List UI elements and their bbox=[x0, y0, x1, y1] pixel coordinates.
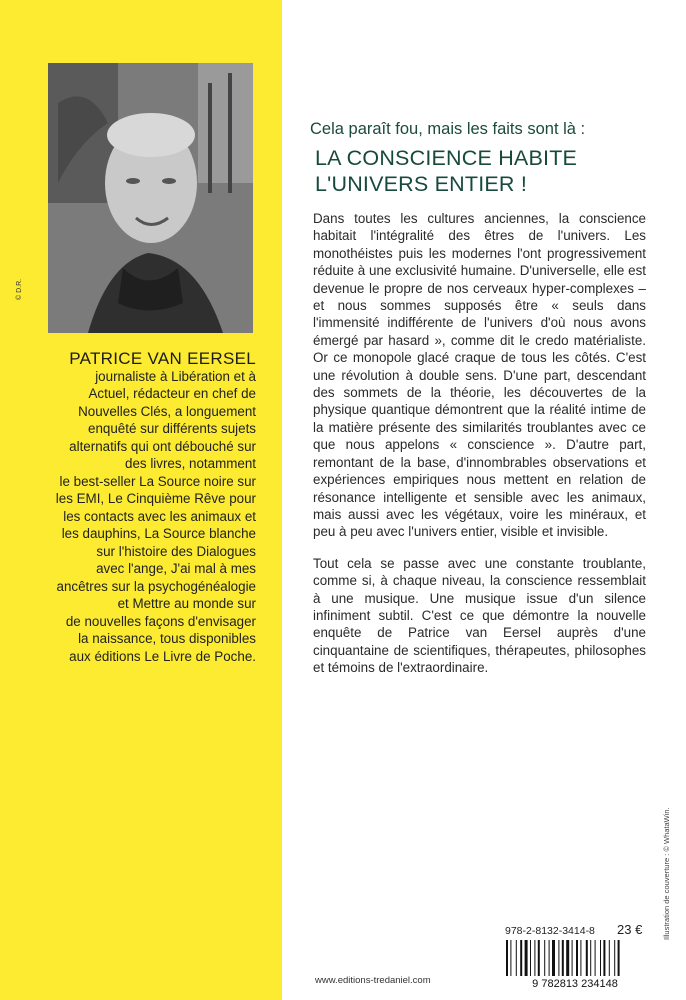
author-bio bbox=[18, 350, 256, 665]
barcode-bar bbox=[520, 940, 522, 976]
bio-line: sur l'histoire des Dialogues bbox=[96, 543, 256, 559]
barcode-bar bbox=[510, 940, 511, 976]
barcode-bar bbox=[600, 940, 601, 976]
barcode-bar bbox=[552, 940, 555, 976]
title-line-2: L'UNIVERS ENTIER ! bbox=[315, 172, 527, 196]
author-name: PATRICE VAN EERSEL bbox=[69, 349, 256, 368]
barcode-bar bbox=[506, 940, 508, 976]
bio-line: Nouvelles Clés, a longuement bbox=[78, 403, 256, 419]
bio-line: la naissance, tous disponibles bbox=[78, 631, 256, 646]
barcode-bar bbox=[580, 940, 581, 976]
barcode-bar bbox=[538, 940, 540, 976]
barcode-bar bbox=[572, 940, 573, 976]
barcode-bar bbox=[595, 940, 596, 976]
bio-line: alternatifs qui ont débouché sur bbox=[69, 438, 256, 454]
barcode-bar bbox=[576, 940, 578, 976]
bio-line: des livres, notamment bbox=[125, 456, 256, 471]
barcode-bar bbox=[544, 940, 545, 976]
barcode-bar bbox=[586, 940, 588, 976]
barcode-bar bbox=[534, 940, 535, 976]
tagline: Cela paraît fou, mais les faits sont là : bbox=[310, 120, 586, 138]
barcode-digits: 9 782813 234148 bbox=[532, 978, 618, 988]
barcode-bar bbox=[516, 940, 517, 976]
barcode-bar bbox=[530, 940, 531, 976]
barcode-bar bbox=[614, 940, 615, 976]
blurb bbox=[313, 210, 646, 691]
bio-line: Actuel, rédacteur en chef de bbox=[88, 386, 256, 401]
bio-line: avec l'ange, J'ai mal à mes bbox=[96, 561, 256, 576]
book-title bbox=[315, 145, 645, 197]
barcode-bar bbox=[618, 940, 620, 976]
price: 23 € bbox=[617, 922, 643, 937]
bio-line: les EMI, Le Cinquième Rêve pour bbox=[55, 491, 256, 506]
bio-line: le best-seller La Source noire sur bbox=[59, 473, 256, 489]
bio-line: journaliste à Libération et à bbox=[95, 368, 256, 384]
bio-line: enquêté sur différents sujets bbox=[88, 421, 256, 436]
isbn: 978-2-8132-3414-8 bbox=[505, 925, 595, 937]
publisher-website: www.editions-tredaniel.com bbox=[315, 975, 431, 986]
bio-line: ancêtres sur la psychogénéalogie bbox=[56, 578, 256, 594]
blurb-paragraph-1: Dans toutes les cultures anciennes, la conscience habitait l'intégralité des êtres de l'univers. Les monothéistes puis les modernes l'ont progressivement réduite à une exclusivité humaine. D'universelle, elle est devenue le propre de nos cerveaux hyper-complexes – et nous sommes supposés être « seuls dans l'immensité indifférente de l'univers d'où nous avons émergé par hasard », comme dit le credo matérialiste. Or ce monopole glacé craque de tous les côtés. C'est une révolution à double sens. D'une part, descendant des sommets de la théorie, les découvertes de la physique quantique démontrent que la réalité intime de la matière présente des similarités troublantes avec ce que nous appelons « conscience ». D'autre part, remontant de la base, d'innombrables observations et expériences empiriques nous mettent en relation de résonance intelligente et sensible avec les animaux, mais aussi avec les végétaux, voire les minéraux, et peu à peu avec l'univers entier, visible et invisible. bbox=[313, 211, 646, 540]
barcode-bar bbox=[603, 940, 605, 976]
barcode-bar bbox=[562, 940, 564, 976]
title-line-1: LA CONSCIENCE HABITE bbox=[315, 146, 578, 170]
barcode-bar bbox=[549, 940, 550, 976]
photo-credit: © D.R. bbox=[16, 278, 23, 300]
author-photo bbox=[48, 63, 253, 333]
barcode bbox=[500, 940, 650, 988]
barcode-bar bbox=[558, 940, 559, 976]
bio-line: et Mettre au monde sur bbox=[117, 596, 256, 611]
barcode-bar bbox=[525, 940, 528, 976]
cover-credit: Illustration de couverture : © WhataWin. bbox=[662, 807, 671, 940]
barcode-bar bbox=[590, 940, 591, 976]
bio-line: aux éditions Le Livre de Poche. bbox=[69, 648, 256, 664]
barcode-bar bbox=[609, 940, 610, 976]
bio-line: les contacts avec les animaux et bbox=[63, 508, 256, 524]
bio-line: les dauphins, La Source blanche bbox=[61, 526, 256, 541]
blurb-paragraph-2: Tout cela se passe avec une constante troublante, comme si, à chaque niveau, la conscience ressemblait à une musique. Une musique issue d'un silence infiniment subtil. C'est ce que démontre la nouvelle enquête de Patrice van Eersel auprès d'une cinquantaine de scientifiques, thérapeutes, philosophes et témoins de l'extraordinaire. bbox=[313, 555, 646, 676]
barcode-bar bbox=[566, 940, 569, 976]
bio-line: de nouvelles façons d'envisager bbox=[65, 613, 256, 629]
